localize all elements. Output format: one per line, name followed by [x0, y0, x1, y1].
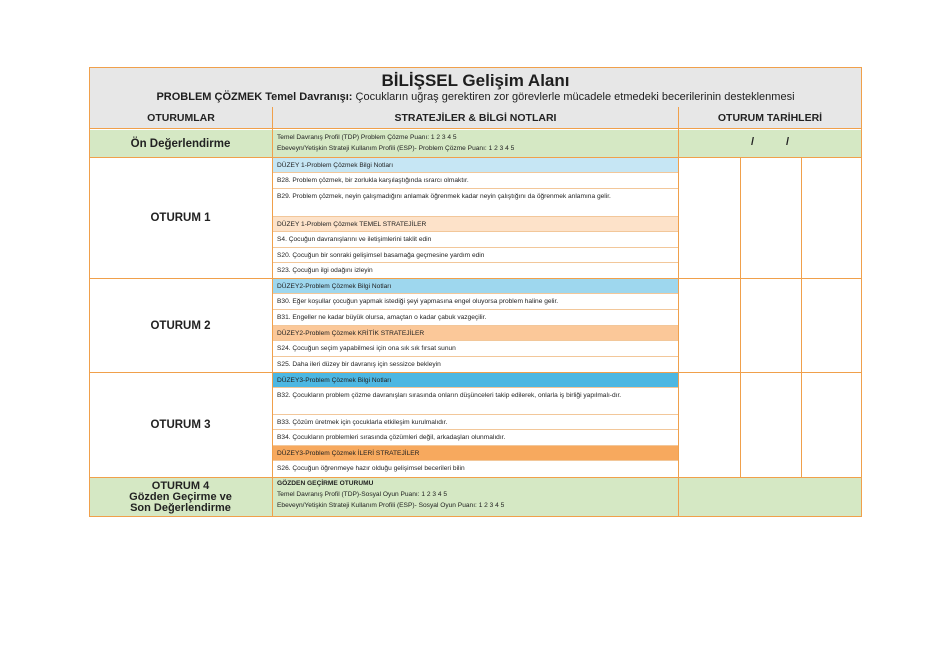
divider-col-1 — [272, 107, 273, 516]
s2-row-s24: S24. Çocuğun seçim yapabilmesi için ona sık sık fırsat sunun — [273, 341, 678, 357]
s3-row-s26: S26. Çocuğun öğrenmeye hazır olduğu gelişimsel becerileri bilin — [277, 465, 465, 472]
s1-row-s4: S4. Çocuğun davranışlarını ve iletişimlerini taklit edin — [273, 232, 678, 248]
s2-row-strategy-heading: DÜZEY2-Problem Çözmek KRİTİK STRATEJİLER — [273, 326, 678, 341]
divider-row-s1 — [90, 278, 861, 279]
session-4-label-line2: Gözden Geçirme ve — [129, 490, 232, 503]
s1-row-s20: S20. Çocuğun bir sonraki gelişimsel basamağa geçmesine yardım edin — [273, 248, 678, 263]
session-1-label: OTURUM 1 — [150, 212, 211, 224]
s2-row-b31: B31. Engeller ne kadar büyük olursa, amaçtan o kadar çabuk vazgeçilir. — [273, 310, 678, 326]
pre-eval-tdp: Temel Davranış Profil (TDP) Problem Çözme Puanı: 1 2 3 4 5 — [277, 134, 457, 141]
s3-row-b33: B33. Çözüm üretmek için çocuklarla etkileşim kurulmalıdır. — [273, 415, 678, 430]
session-2-label: OTURUM 2 — [150, 319, 211, 332]
s1-row-b29: B29. Problem çözmek, neyin çalışmadığını anlamak öğrenmek kadar neyin çalıştığını da öğrenmek anlamına gelir. — [273, 189, 678, 217]
s3-row-strategy-heading: DÜZEY3-Problem Çözmek İLERİ STRATEJİLER — [273, 446, 678, 461]
review-esp: Ebeveyn/Yetişkin Strateji Kullanım Profili (ESP)- Sosyal Oyun Puanı: 1 2 3 4 5 — [277, 502, 505, 509]
subtitle-rest: Çocukların uğraş gerektiren zor görevlerle mücadele etmedeki becerilerinin desteklenmesi — [352, 91, 795, 103]
pre-eval-esp: Ebeveyn/Yetişkin Strateji Kullanım Profili (ESP)- Problem Çözme Puanı: 1 2 3 4 5 — [277, 145, 515, 152]
session-4-label-line1: OTURUM 4 — [151, 479, 210, 492]
divider-row-s2 — [90, 372, 861, 373]
s1-row-info-heading: DÜZEY 1-Problem Çözmek Bilgi Notları — [273, 158, 678, 173]
s2-row-s25: S25. Daha ileri düzey bir davranış için sessizce bekleyin — [277, 361, 441, 368]
date-slash-2: / — [786, 136, 790, 148]
s3-row-b34: B34. Çocukların problemleri sırasında çözümleri değil, arkadaşları olunmalıdır. — [273, 430, 678, 446]
divider-date-2 — [801, 158, 802, 478]
session-3-label: OTURUM 3 — [150, 419, 211, 431]
date-slash-1: / — [751, 136, 755, 148]
title-block — [90, 68, 861, 108]
review-tdp: Temel Davranış Profil (TDP)-Sosyal Oyun Puanı: 1 2 3 4 5 — [277, 491, 448, 498]
s1-row-b28: B28. Problem çözmek, bir zorlukla karşılaştığında ısrarcı olmaktır. — [273, 173, 678, 189]
header-sessions: OTURUMLAR — [90, 107, 272, 129]
divider-row-pre — [90, 157, 861, 158]
s1-row-s23: S23. Çocuğun ilgi odağını izleyin — [277, 267, 373, 274]
divider-col-2 — [678, 107, 679, 516]
header-dates: OTURUM TARİHLERİ — [679, 107, 861, 129]
header-strategies: STRATEJİLER & BİLGİ NOTLARI — [273, 107, 678, 129]
assessment-sheet — [89, 67, 862, 517]
review-heading: GÖZDEN GEÇİRME OTURUMU — [277, 480, 374, 487]
s1-row-strategy-heading: DÜZEY 1-Problem Çözmek TEMEL STRATEJİLER — [273, 217, 678, 232]
s2-row-info-heading: DÜZEY2-Problem Çözmek Bilgi Notları — [273, 279, 678, 294]
pre-eval-label: Ön Değerlendirme — [130, 137, 231, 150]
subtitle-bold: PROBLEM ÇÖZMEK Temel Davranışı: — [156, 91, 353, 103]
page-subtitle — [90, 91, 861, 104]
s3-row-info-heading: DÜZEY3-Problem Çözmek Bilgi Notları — [273, 373, 678, 388]
s2-row-b30: B30. Eğer koşullar çocuğun yapmak istediği şeyi yapmasına engel oluyorsa problem haline gelir. — [273, 294, 678, 310]
session-4-label-line3: Son Değerlendirme — [130, 501, 231, 514]
s3-row-b32: B32. Çocukların problem çözme davranışları sırasında onların düşünceleri takip edilerek, onlarla iş birliği yapılmalı-dır. — [273, 388, 678, 415]
page-title: BİLİŞSEL Gelişim Alanı — [381, 71, 570, 90]
session-4-label — [90, 478, 271, 516]
divider-row-s3 — [90, 477, 861, 478]
divider-date-1 — [740, 158, 741, 478]
